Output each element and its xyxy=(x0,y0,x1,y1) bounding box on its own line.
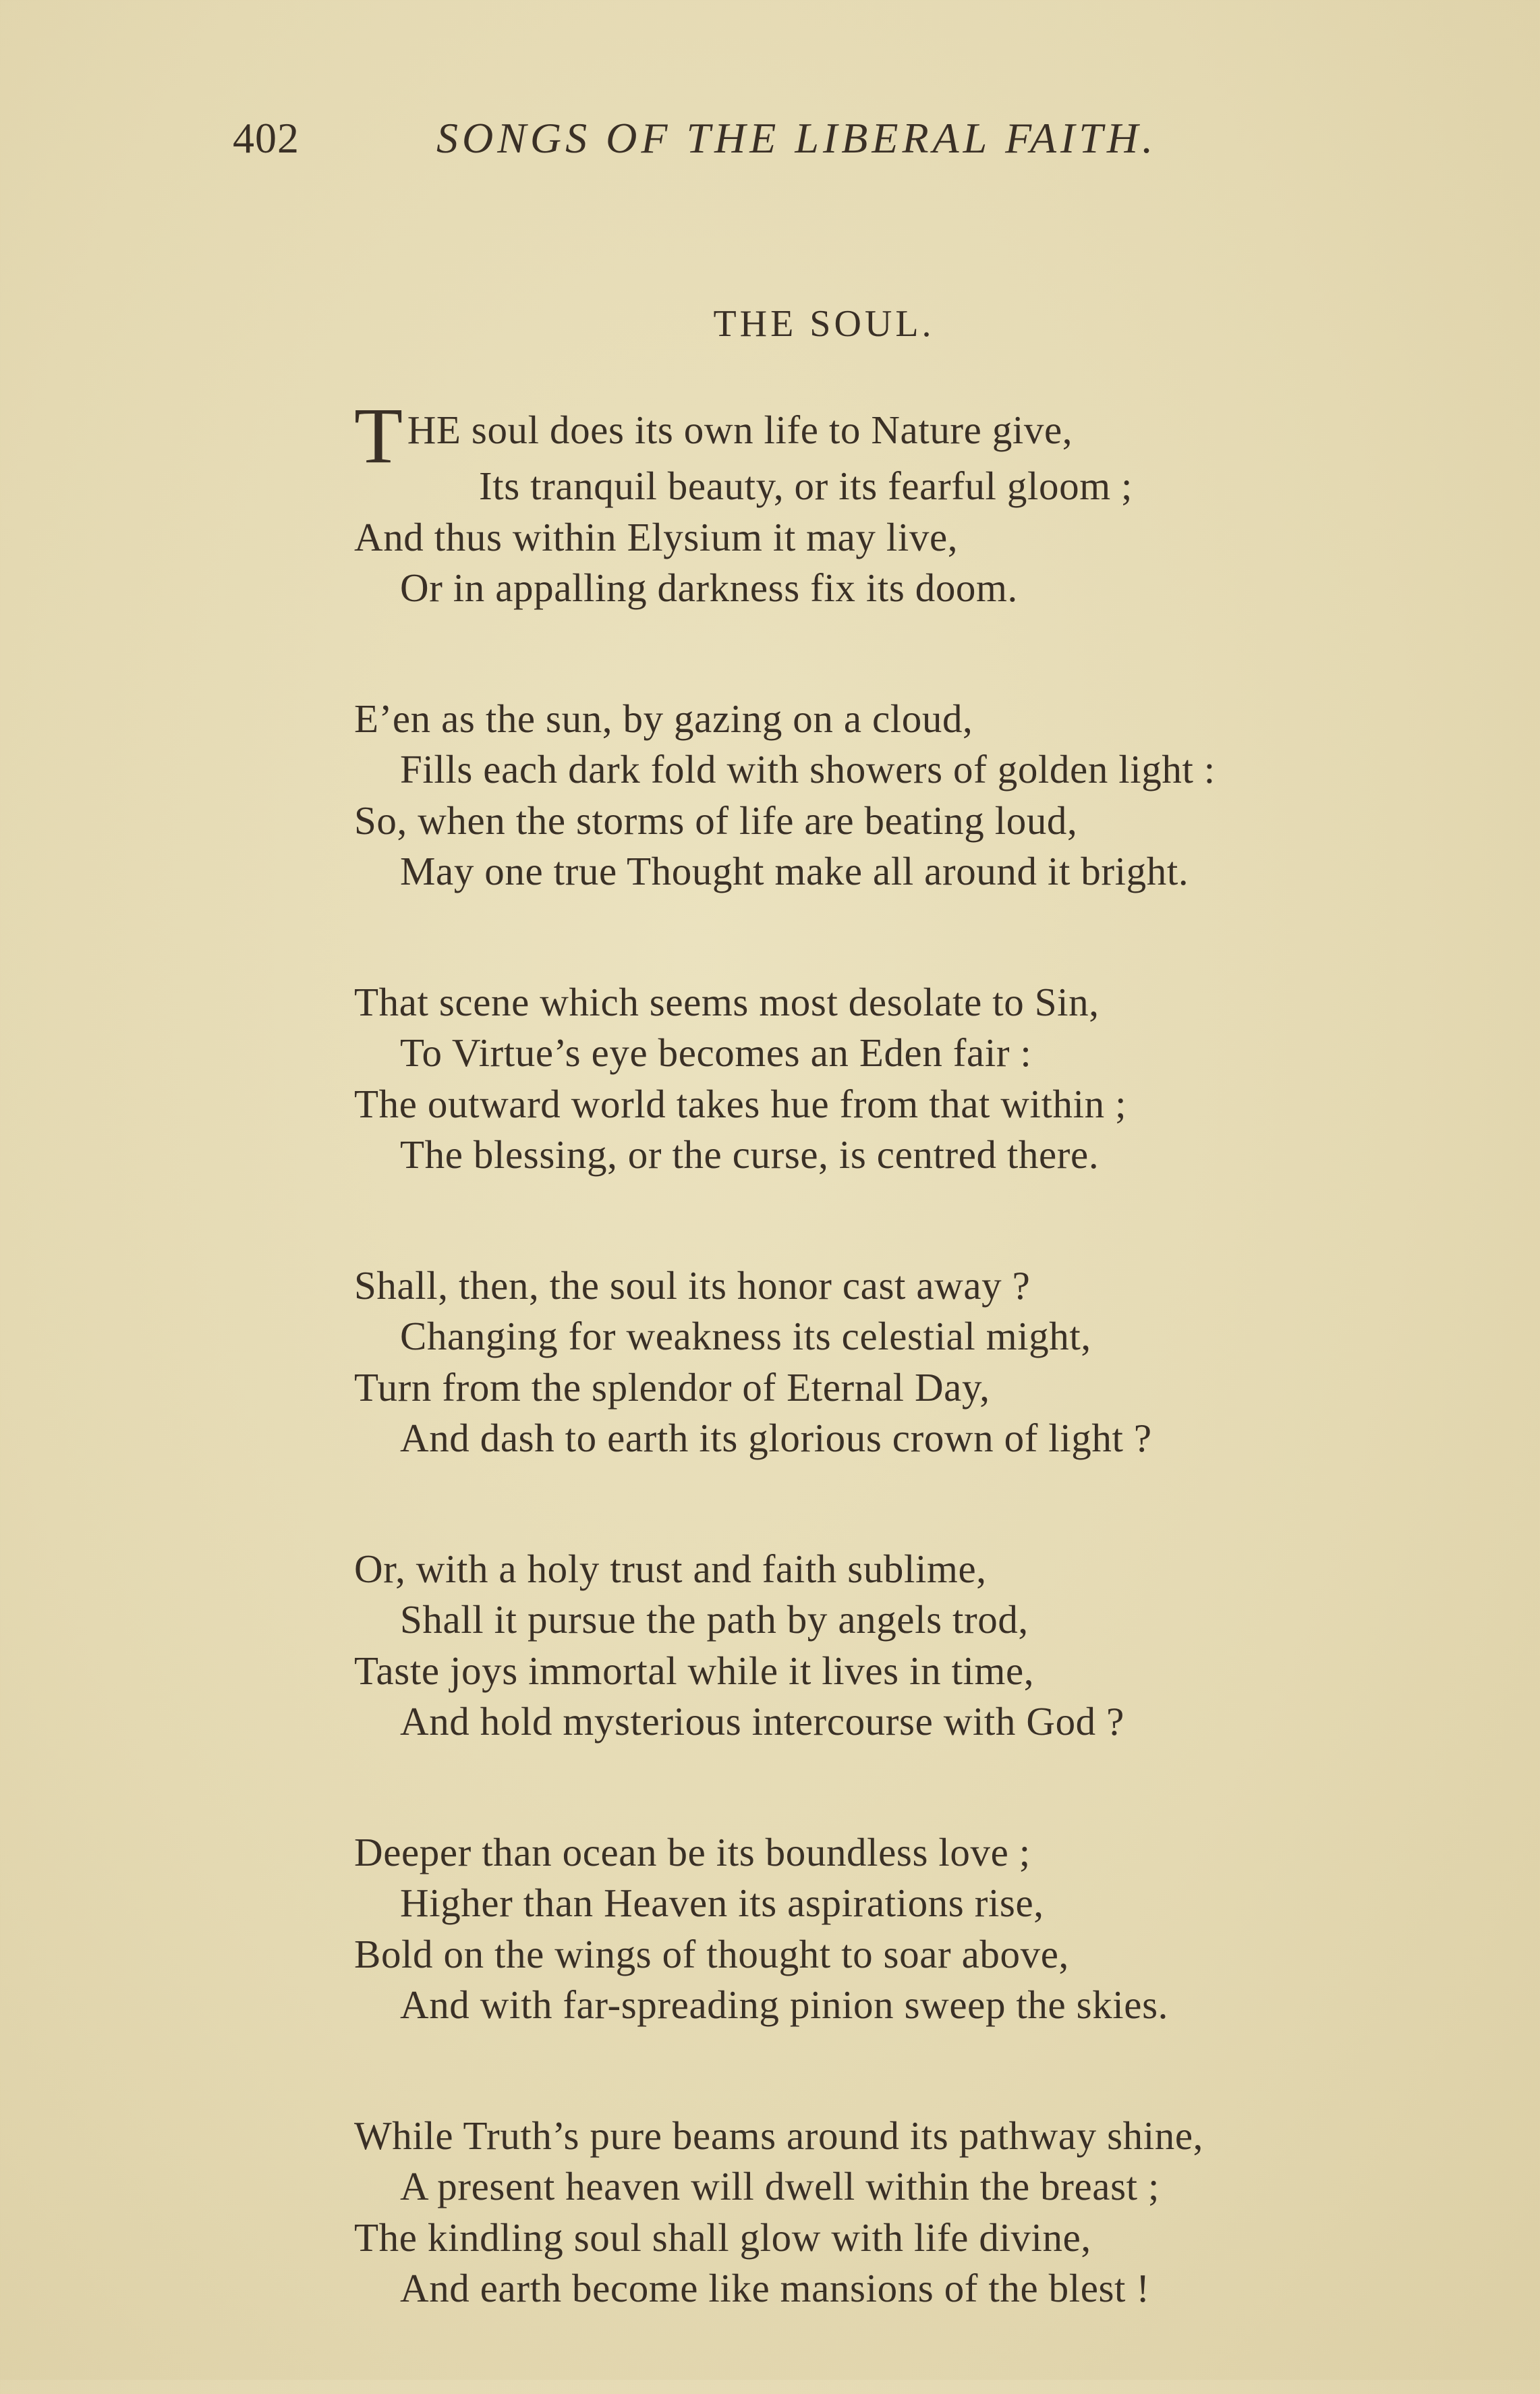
poem-line: Or in appalling darkness fix its doom. xyxy=(400,565,1018,610)
stanza xyxy=(354,1544,1406,1748)
poem-line: And with far-spreading pinion sweep the skies. xyxy=(400,1982,1168,2027)
poem-line: And thus within Elysium it may live, xyxy=(354,514,959,559)
running-title: SONGS OF THE LIBERAL FAITH. xyxy=(436,114,1158,162)
poem-line: Fills each dark fold with showers of golden light : xyxy=(400,747,1216,791)
poem-title: THE SOUL. xyxy=(713,303,935,345)
poem-line: A present heaven will dwell within the breast ; xyxy=(400,2164,1160,2208)
poem-body xyxy=(354,391,1406,2394)
stanza xyxy=(354,391,1406,614)
stanza xyxy=(354,977,1406,1181)
poem-line: Shall it pursue the path by angels trod, xyxy=(400,1597,1029,1642)
poem-line: Bold on the wings of thought to soar above, xyxy=(354,1931,1069,1976)
poem-line: While Truth’s pure beams around its pathway shine, xyxy=(354,2113,1204,2158)
stanza xyxy=(354,1260,1406,1464)
poem-line: Higher than Heaven its aspirations rise, xyxy=(400,1881,1044,1925)
poem-line xyxy=(354,391,1406,480)
poem-line: The kindling soul shall glow with life divine, xyxy=(354,2215,1091,2260)
poem-line: To Virtue’s eye becomes an Eden fair : xyxy=(400,1030,1032,1075)
running-head xyxy=(233,113,1231,167)
poem-line: And earth become like mansions of the blest ! xyxy=(400,2266,1150,2310)
poem-line: Changing for weakness its celestial might, xyxy=(400,1314,1091,1358)
poem-line: That scene which seems most desolate to Sin, xyxy=(354,979,1100,1024)
poem-line: And dash to earth its glorious crown of light ? xyxy=(400,1416,1152,1460)
poem-line: So, when the storms of life are beating loud, xyxy=(354,798,1078,843)
stanza xyxy=(354,1827,1406,2031)
poem-line: Or, with a holy trust and faith sublime, xyxy=(354,1546,987,1591)
poem-line: Shall, then, the soul its honor cast away ? xyxy=(354,1262,1031,1308)
poem-line: And hold mysterious intercourse with God ? xyxy=(400,1699,1124,1744)
poem-line: The blessing, or the curse, is centred there. xyxy=(400,1132,1100,1177)
stanza xyxy=(354,2111,1406,2314)
poem-line: Taste joys immortal while it lives in time, xyxy=(354,1648,1035,1693)
poem-line: Its tranquil beauty, or its fearful gloom ; xyxy=(479,464,1133,508)
poem-line: May one true Thought make all around it bright. xyxy=(400,849,1189,893)
poem-line: The outward world takes hue from that within ; xyxy=(354,1081,1127,1126)
poem-line-text: HE soul does its own life to Nature give, xyxy=(407,408,1073,452)
poem-line: E’en as the sun, by gazing on a cloud, xyxy=(354,696,973,741)
page-number: 402 xyxy=(233,114,300,162)
drop-cap: T xyxy=(354,391,403,480)
stanza xyxy=(354,694,1406,897)
poem-line: Deeper than ocean be its boundless love ; xyxy=(354,1829,1031,1874)
poem-line: Turn from the splendor of Eternal Day, xyxy=(354,1364,990,1410)
